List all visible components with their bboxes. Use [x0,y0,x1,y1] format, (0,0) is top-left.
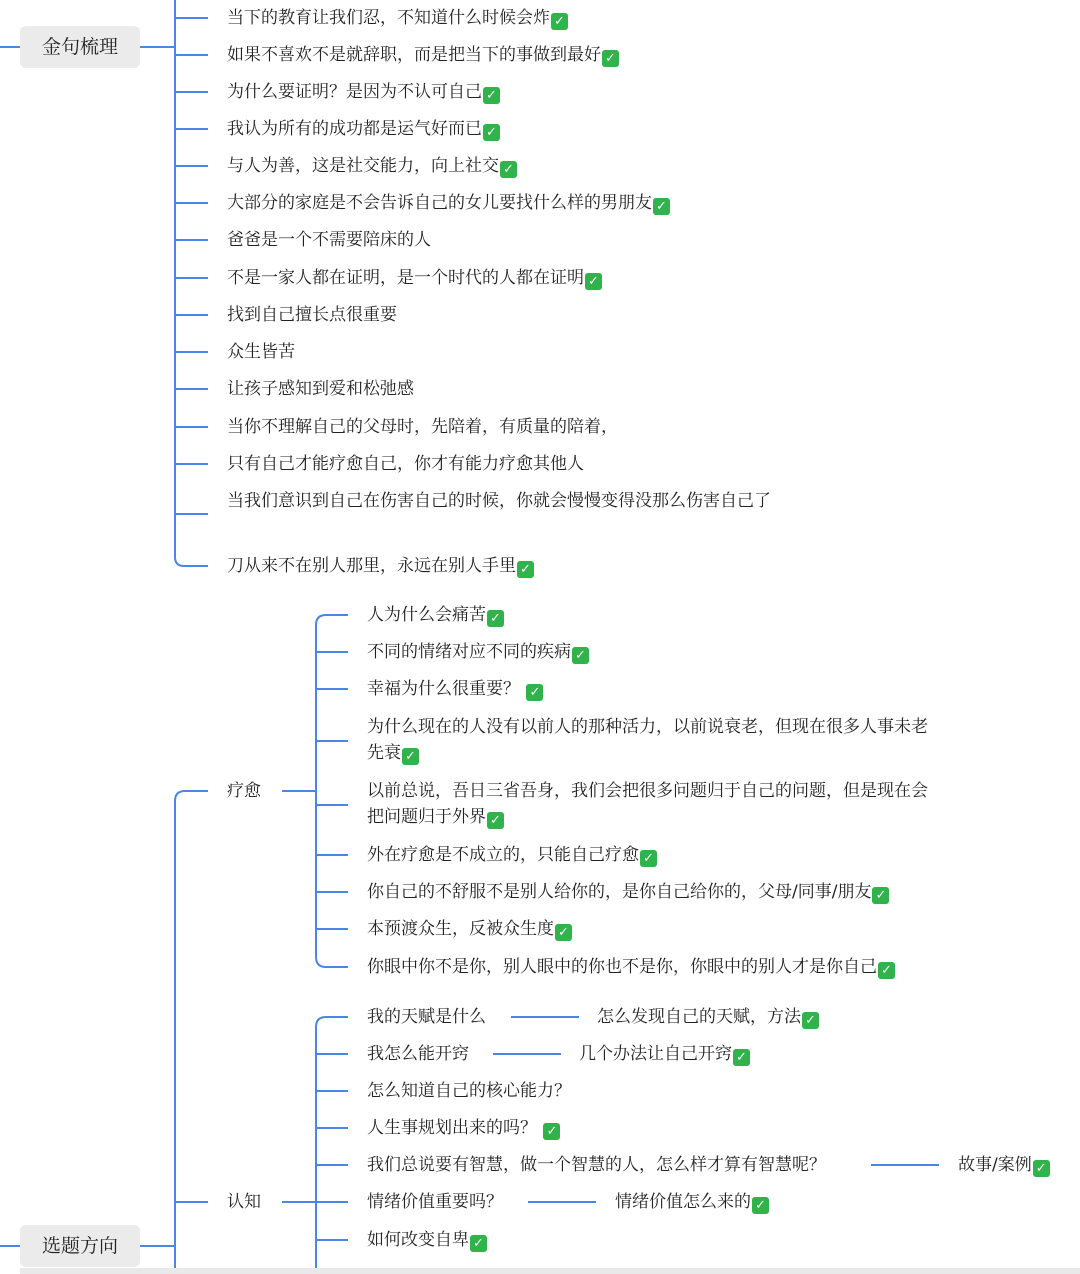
check-icon: ✓ [526,684,543,701]
golden-item[interactable]: 当下的教育让我们忍，不知道什么时候会炸 ✓ [227,5,568,31]
golden-item[interactable]: 大部分的家庭是不会告诉自己的女儿要找什么样的男朋友 ✓ [227,190,670,216]
golden-item[interactable]: 当你不理解自己的父母时，先陪着，有质量的陪着， [227,417,618,437]
check-icon: ✓ [470,1235,487,1252]
check-icon: ✓ [640,850,657,867]
healing-item[interactable]: 你眼中你不是你，别人眼中的你也不是你，你眼中的别人才是你自己 ✓ [367,954,895,980]
healing-item[interactable]: 以前总说，吾日三省吾身，我们会把很多问题归于自己的问题，但是现在会把问题归于外界 ✓ [367,781,928,828]
check-icon: ✓ [487,812,504,829]
check-icon: ✓ [602,50,619,67]
check-icon: ✓ [483,87,500,104]
check-icon: ✓ [483,124,500,141]
healing-item[interactable]: 人为什么会痛苦 ✓ [367,602,504,628]
check-icon: ✓ [1033,1160,1050,1177]
check-icon: ✓ [500,161,517,178]
golden-item[interactable]: 找到自己擅长点很重要 [227,305,397,325]
cognition-item[interactable]: 如何改变自卑 ✓ [367,1227,487,1253]
check-icon: ✓ [752,1197,769,1214]
golden-item[interactable]: 让孩子感知到爱和松弛感 [227,379,414,399]
healing-item[interactable]: 为什么现在的人没有以前人的那种活力，以前说衰老，但现在很多人事未老先衰 ✓ [367,717,928,764]
check-icon: ✓ [802,1012,819,1029]
check-icon: ✓ [487,610,504,627]
check-icon: ✓ [872,887,889,904]
cognition-subitem[interactable]: 故事/案例 ✓ [958,1152,1050,1178]
cognition-item[interactable]: 我怎么能开窍 [367,1044,469,1064]
golden-item[interactable]: 为什么要证明？是因为不认可自己 ✓ [227,79,500,105]
check-icon: ✓ [551,13,568,30]
branch-cognition[interactable]: 认知 [227,1192,261,1212]
healing-item[interactable]: 外在疗愈是不成立的，只能自己疗愈 ✓ [367,842,657,868]
golden-item[interactable]: 不是一家人都在证明，是一个时代的人都在证明 ✓ [227,265,602,291]
cognition-subitem[interactable]: 几个办法让自己开窍 ✓ [579,1041,750,1067]
cognition-subitem[interactable]: 怎么发现自己的天赋，方法 ✓ [597,1004,819,1030]
healing-item[interactable]: 不同的情绪对应不同的疾病 ✓ [367,639,589,665]
golden-item[interactable]: 众生皆苦 [227,342,295,362]
root-node-topic-directions[interactable]: 选题方向 [20,1225,140,1267]
cognition-item[interactable]: 我的天赋是什么 [367,1007,486,1027]
golden-item[interactable]: 如果不喜欢不是就辞职，而是把当下的事做到最好 ✓ [227,42,619,68]
check-icon: ✓ [572,647,589,664]
cognition-subitem[interactable]: 情绪价值怎么来的 ✓ [615,1189,769,1215]
golden-item[interactable]: 当我们意识到自己在伤害自己的时候，你就会慢慢变得没那么伤害自己了 [227,491,771,511]
check-icon: ✓ [555,924,572,941]
cognition-item[interactable]: 我们总说要有智慧，做一个智慧的人，怎么样才算有智慧呢？ [367,1155,826,1175]
cognition-item[interactable]: 情绪价值重要吗？ [367,1192,503,1212]
check-icon: ✓ [878,962,895,979]
branch-healing[interactable]: 疗愈 [227,781,261,801]
root-node-golden-quotes[interactable]: 金句梳理 [20,26,140,68]
healing-item[interactable]: 本预渡众生，反被众生度 ✓ [367,916,572,942]
cognition-item[interactable]: 人生事规划出来的吗？ ✓ [367,1115,560,1141]
check-icon: ✓ [585,273,602,290]
golden-item[interactable]: 只有自己才能疗愈自己，你才有能力疗愈其他人 [227,454,584,474]
golden-item[interactable]: 与人为善，这是社交能力，向上社交 ✓ [227,153,517,179]
check-icon: ✓ [653,198,670,215]
check-icon: ✓ [733,1049,750,1066]
check-icon: ✓ [543,1123,560,1140]
healing-item[interactable]: 幸福为什么很重要？ ✓ [367,676,543,702]
cognition-item[interactable]: 怎么知道自己的核心能力？ [367,1081,571,1101]
horizontal-scrollbar[interactable] [20,1268,1080,1274]
golden-item[interactable]: 爸爸是一个不需要陪床的人 [227,230,431,250]
golden-item[interactable]: 刀从来不在别人那里，永远在别人手里 ✓ [227,553,534,579]
healing-item[interactable]: 你自己的不舒服不是别人给你的，是你自己给你的，父母/同事/朋友 ✓ [367,879,889,905]
check-icon: ✓ [402,748,419,765]
golden-item[interactable]: 我认为所有的成功都是运气好而已 ✓ [227,116,500,142]
check-icon: ✓ [517,561,534,578]
